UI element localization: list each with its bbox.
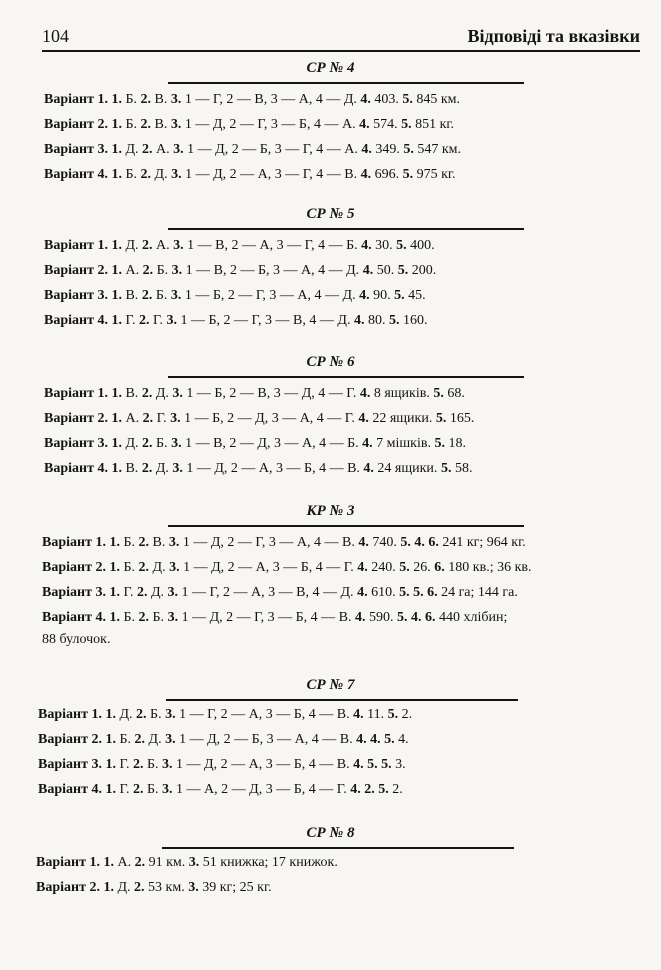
variant-label: Варіант 2. xyxy=(38,732,102,747)
variant-answers: 1. В. 2. Д. 3. 1 — Б, 2 — В, 3 — Д, 4 — Г. 4. 8 ящиків. 5. 68. xyxy=(111,386,465,401)
variant-1 xyxy=(44,90,460,110)
variant-4 xyxy=(38,780,403,800)
section-rule xyxy=(168,228,524,230)
variant-1 xyxy=(44,384,465,404)
variant-label: Варіант 1. xyxy=(36,855,100,870)
variant-answers: 1. Б. 2. В. 3. 1 — Д, 2 — Г, 3 — А, 4 — В. 4. 740. 5. 4. 6. 241 кг; 964 кг. xyxy=(109,535,526,550)
variant-1 xyxy=(44,236,435,256)
variant-label: Варіант 4. xyxy=(44,313,108,328)
variant-answers: 1. В. 2. Б. 3. 1 — Б, 2 — Г, 3 — А, 4 — Д. 4. 90. 5. 45. xyxy=(111,288,426,303)
section-rule xyxy=(168,525,524,527)
variant-answers: 1. Д. 2. А. 3. 1 — Д, 2 — Б, 3 — Г, 4 — А. 4. 349. 5. 547 км. xyxy=(111,142,462,157)
variant-answers: 1. Б. 2. Б. 3. 1 — Д, 2 — Г, 3 — Б, 4 — В. 4. 590. 5. 4. 6. 440 хлібин; xyxy=(109,610,508,625)
variant-2 xyxy=(44,409,474,429)
variant-label: Варіант 2. xyxy=(44,263,108,278)
section-title: СР № 4 xyxy=(306,60,355,76)
section-rule xyxy=(168,376,524,378)
variant-label: Варіант 4. xyxy=(44,167,108,182)
variant-label: Варіант 3. xyxy=(42,585,106,600)
section-title: СР № 5 xyxy=(306,206,355,222)
variant-3 xyxy=(44,434,466,454)
section-title: СР № 8 xyxy=(306,825,355,841)
running-title: Відповіді та вказівки xyxy=(467,26,640,46)
variant-answers: 1. Б. 2. В. 3. 1 — Д, 2 — Г, 3 — Б, 4 — А. 4. 574. 5. 851 кг. xyxy=(111,117,455,132)
variant-answers: 1. Г. 2. Б. 3. 1 — А, 2 — Д, 3 — Б, 4 — Г. 4. 2. 5. 2. xyxy=(105,782,403,797)
page-header xyxy=(42,26,640,52)
variant-answers: 1. Д. 2. А. 3. 1 — В, 2 — А, 3 — Г, 4 — Б. 4. 30. 5. 400. xyxy=(111,238,435,253)
variant-label: Варіант 3. xyxy=(44,288,108,303)
section-rule xyxy=(162,847,514,849)
variant-label: Варіант 3. xyxy=(44,142,108,157)
variant-label: Варіант 1. xyxy=(44,386,108,401)
section-rule xyxy=(166,699,518,701)
header-rule xyxy=(42,50,640,52)
variant-2 xyxy=(44,115,454,135)
variant-answers: 1. Б. 2. Д. 3. 1 — Д, 2 — А, 3 — Г, 4 — В. 4. 696. 5. 975 кг. xyxy=(111,167,456,182)
variant-label: Варіант 1. xyxy=(44,92,108,107)
variant-label: Варіант 4. xyxy=(44,461,108,476)
variant-1 xyxy=(38,705,412,725)
variant-answers: 1. Д. 2. 53 км. 3. 39 кг; 25 кг. xyxy=(103,880,272,895)
variant-4 xyxy=(44,311,427,331)
variant-label: Варіант 3. xyxy=(44,436,108,451)
variant-3 xyxy=(38,755,406,775)
variant-1 xyxy=(42,533,526,553)
variant-label: Варіант 2. xyxy=(42,560,106,575)
variant-answers: 1. А. 2. Г. 3. 1 — Б, 2 — Д, 3 — А, 4 — Г. 4. 22 ящики. 5. 165. xyxy=(111,411,475,426)
variant-4 xyxy=(44,459,472,479)
variant-answers: 1. А. 2. 91 км. 3. 51 книжка; 17 книжок. xyxy=(103,855,338,870)
variant-label: Варіант 4. xyxy=(38,782,102,797)
variant-answers: 1. Б. 2. Д. 3. 1 — Д, 2 — А, 3 — Б, 4 — Г. 4. 240. 5. 26. 6. 180 кв.; 36 кв. xyxy=(109,560,532,575)
variant-3 xyxy=(44,140,461,160)
variant-answers: 1. Г. 2. Б. 3. 1 — Д, 2 — А, 3 — Б, 4 — В. 4. 5. 5. 3. xyxy=(105,757,406,772)
variant-4 xyxy=(42,608,507,628)
variant-2 xyxy=(42,558,532,578)
variant-answers: 1. Д. 2. Б. 3. 1 — Г, 2 — А, 3 — Б, 4 — В. 4. 11. 5. 2. xyxy=(105,707,413,722)
variant-label: Варіант 1. xyxy=(38,707,102,722)
variant-1 xyxy=(36,853,338,873)
section-title: КР № 3 xyxy=(306,503,355,519)
page-number: 104 xyxy=(42,26,69,46)
variant-label: Варіант 1. xyxy=(44,238,108,253)
variant-4-continuation: 88 булочок. xyxy=(42,632,111,647)
section-title: СР № 6 xyxy=(306,354,355,370)
variant-3 xyxy=(42,583,518,603)
variant-answers: 1. Г. 2. Д. 3. 1 — Г, 2 — А, 3 — В, 4 — Д. 4. 610. 5. 5. 6. 24 га; 144 га. xyxy=(109,585,518,600)
variant-label: Варіант 3. xyxy=(38,757,102,772)
variant-answers: 1. Д. 2. Б. 3. 1 — В, 2 — Д, 3 — А, 4 — Б. 4. 7 мішків. 5. 18. xyxy=(111,436,466,451)
variant-answers: 1. А. 2. Б. 3. 1 — В, 2 — Б, 3 — А, 4 — Д. 4. 50. 5. 200. xyxy=(111,263,437,278)
section-title: СР № 7 xyxy=(306,677,355,693)
variant-answers: 1. Г. 2. Г. 3. 1 — Б, 2 — Г, 3 — В, 4 — Д. 4. 80. 5. 160. xyxy=(111,313,428,328)
variant-answers: 1. Б. 2. Д. 3. 1 — Д, 2 — Б, 3 — А, 4 — В. 4. 4. 5. 4. xyxy=(105,732,409,747)
variant-2 xyxy=(36,878,272,898)
variant-answers: 1. Б. 2. В. 3. 1 — Г, 2 — В, 3 — А, 4 — Д. 4. 403. 5. 845 км. xyxy=(111,92,461,107)
variant-label: Варіант 2. xyxy=(36,880,100,895)
variant-3 xyxy=(44,286,426,306)
section-rule xyxy=(168,82,524,84)
variant-4 xyxy=(44,165,456,185)
variant-2 xyxy=(38,730,409,750)
variant-label: Варіант 4. xyxy=(42,610,106,625)
variant-label: Варіант 1. xyxy=(42,535,106,550)
variant-label: Варіант 2. xyxy=(44,411,108,426)
variant-label: Варіант 2. xyxy=(44,117,108,132)
variant-answers: 1. В. 2. Д. 3. 1 — Д, 2 — А, 3 — Б, 4 — В. 4. 24 ящики. 5. 58. xyxy=(111,461,473,476)
variant-2 xyxy=(44,261,436,281)
